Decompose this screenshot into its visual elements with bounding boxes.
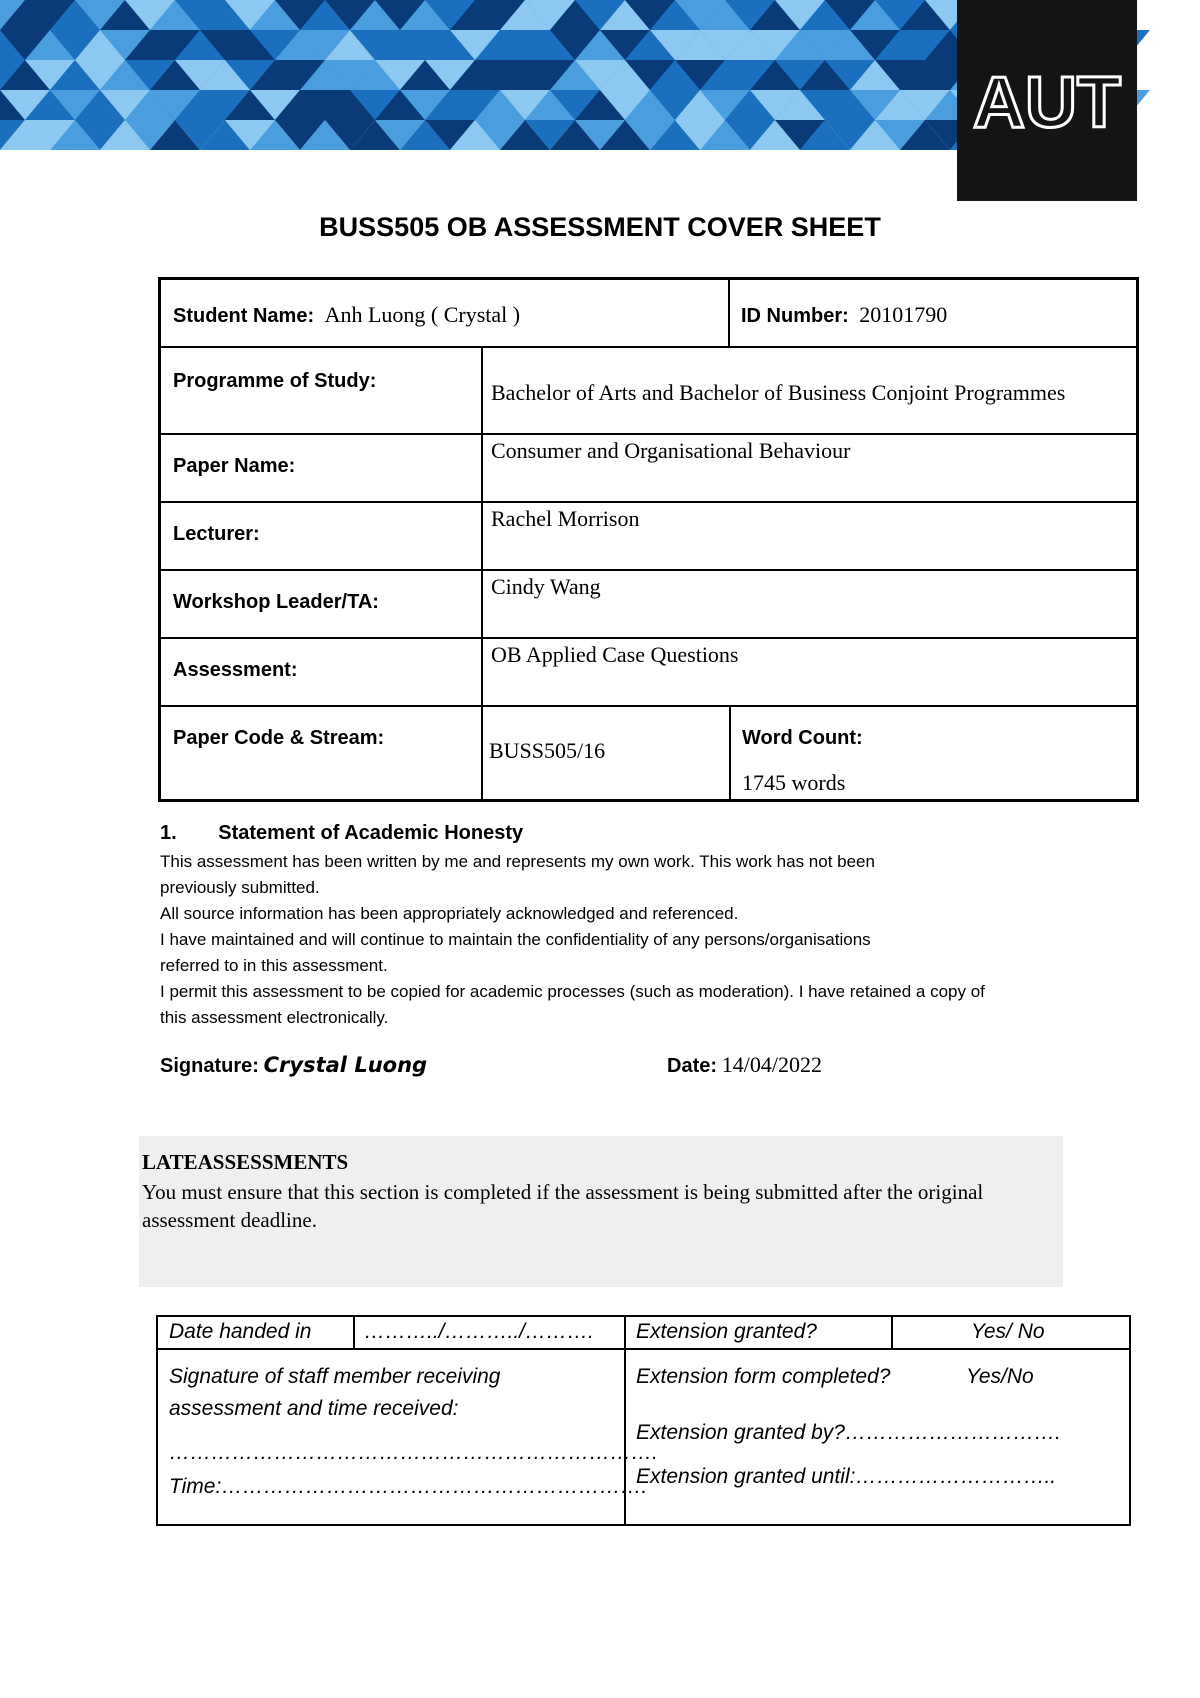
statement-line: I have maintained and will continue to maintain the confidentiality of any persons/organisations — [160, 930, 871, 949]
statement-line: I permit this assessment to be copied for academic processes (such as moderation). I have retained a copy of — [160, 982, 985, 1001]
extension-granted-field[interactable]: Yes/ No — [971, 1320, 1045, 1343]
paper-code-value: BUSS505/16 — [489, 738, 606, 763]
staff-signature-label-1: Signature of staff member receiving — [169, 1365, 501, 1388]
paper-name-value: Consumer and Organisational Behaviour — [491, 438, 851, 463]
word-count-value: 1745 words — [742, 770, 846, 795]
programme-value: Bachelor of Arts and Bachelor of Business Conjoint Programmes — [491, 380, 1066, 405]
statement-line: This assessment has been written by me and represents my own work. This work has not been — [160, 852, 875, 871]
late-assessments-table — [156, 1315, 1131, 1526]
statement-line: previously submitted. — [160, 878, 320, 897]
student-name-value: Anh Luong ( Crystal ) — [324, 302, 521, 327]
signature-label: Signature: — [160, 1055, 259, 1077]
date-handed-in-label: Date handed in — [169, 1320, 312, 1343]
late-assessments-box — [139, 1136, 1063, 1287]
paper-name-label: Paper Name: — [173, 455, 296, 477]
extension-until-field[interactable]: Extension granted until:……………………….. — [636, 1465, 1057, 1488]
time-field[interactable]: Time:……………………………………………………. — [169, 1475, 648, 1498]
statement-heading: Statement of Academic Honesty — [218, 822, 524, 844]
date-row — [667, 1050, 822, 1082]
staff-signature-label-2: assessment and time received: — [169, 1397, 459, 1420]
student-name-row — [173, 302, 520, 328]
extension-by-field[interactable]: Extension granted by?…………………………. — [636, 1421, 1061, 1444]
lecturer-value: Rachel Morrison — [491, 506, 640, 531]
statement-line: this assessment electronically. — [160, 1008, 389, 1027]
word-count-label: Word Count: — [742, 727, 863, 749]
workshop-leader-value: Cindy Wang — [491, 574, 601, 599]
statement-heading-row — [160, 820, 523, 846]
workshop-leader-label: Workshop Leader/TA: — [173, 591, 379, 613]
id-number-label: ID Number: — [741, 305, 849, 327]
statement-body — [160, 849, 985, 1031]
extension-form-field[interactable]: Yes/No — [966, 1365, 1034, 1388]
assessment-label: Assessment: — [173, 659, 298, 681]
cover-info-table — [158, 277, 1139, 802]
id-number-row — [741, 302, 947, 328]
staff-signature-field[interactable]: ……………………………………………………………. — [169, 1441, 658, 1464]
lecturer-label: Lecturer: — [173, 523, 260, 545]
id-number-value: 20101790 — [859, 302, 948, 327]
header-banner — [0, 0, 960, 121]
extension-form-label: Extension form completed? — [636, 1365, 891, 1388]
date-label: Date: — [667, 1055, 718, 1077]
programme-label: Programme of Study: — [173, 370, 377, 392]
paper-code-label: Paper Code & Stream: — [173, 727, 385, 749]
assessment-value: OB Applied Case Questions — [491, 642, 739, 667]
statement-number: 1. — [160, 822, 177, 844]
late-assessments-heading: LATEASSESSMENTS — [142, 1150, 349, 1174]
aut-logo — [957, 0, 1137, 201]
signature-row — [160, 1050, 427, 1082]
extension-granted-label: Extension granted? — [636, 1320, 817, 1343]
signature-value: Crystal Luong — [263, 1053, 428, 1077]
date-handed-in-field[interactable]: ………../………../………. — [364, 1320, 594, 1343]
svg-text:AUT: AUT — [973, 62, 1121, 143]
date-value: 14/04/2022 — [721, 1052, 822, 1077]
statement-line: referred to in this assessment. — [160, 956, 388, 975]
student-name-label: Student Name: — [173, 305, 315, 327]
page-title: BUSS505 OB ASSESSMENT COVER SHEET — [319, 212, 881, 242]
statement-line: All source information has been appropriately acknowledged and referenced. — [160, 904, 739, 923]
late-assessments-text: You must ensure that this section is completed if the assessment is being submitted after the original assessment deadline. — [142, 1180, 984, 1232]
